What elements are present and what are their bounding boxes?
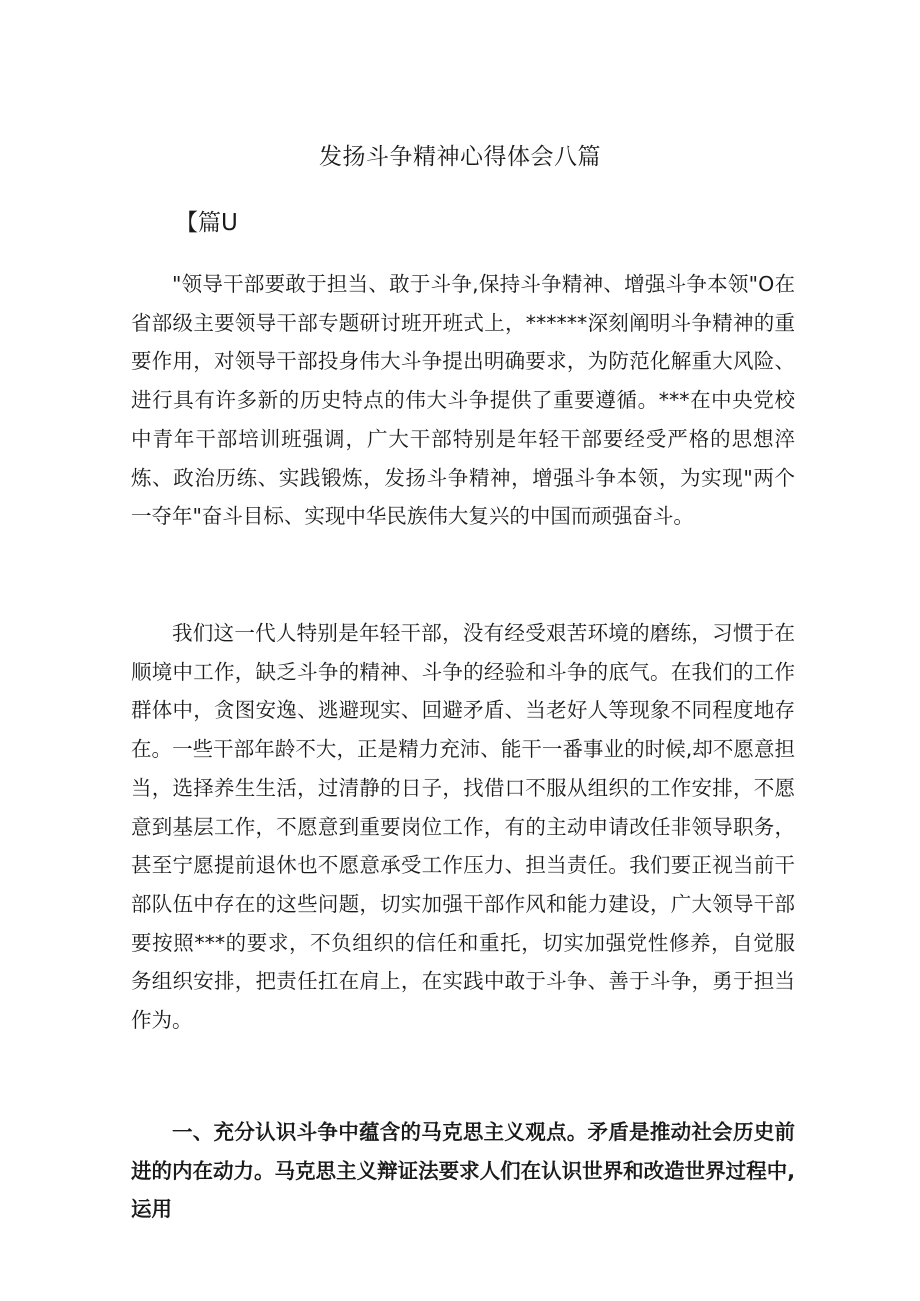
document-title: 发扬斗争精神心得体会八篇 bbox=[319, 144, 601, 170]
body-paragraph-3: 一、充分认识斗争中蕴含的马克思主义观点。矛盾是推动社会历史前进的内在动力。马克思主义辩证法要求人们在认识世界和改造世界过程中,运用 bbox=[131, 1120, 795, 1222]
section-label: 【篇U bbox=[175, 210, 238, 236]
body-paragraph-2: 我们这一代人特别是年轻干部，没有经受艰苦环境的磨练，习惯于在顺境中工作，缺乏斗争的精神、斗争的经验和斗争的底气。在我们的工作群体中，贪图安逸、逃避现实、回避矛盾、当老好人等现象不同程度地存在。一些干部年龄不大，正是精力充沛、能干一番事业的时候,却不愿意担当，选择养生生活，过清静的日子，找借口不服从组织的工作安排，不愿意到基层工作，不愿意到重要岗位工作，有的主动申请改任非领导职务，甚至宁愿提前退休也不愿意承受工作压力、担当责任。我们要正视当前干部队伍中存在的这些问题，切实加强干部作风和能力建设，广大领导干部要按照***的要求，不负组织的信任和重托，切实加强党性修养，自觉服务组织安排，把责任扛在肩上，在实践中敢于斗争、善于斗争，勇于担当作为。 bbox=[131, 621, 795, 1033]
body-paragraph-1: "领导干部要敢于担当、敢于斗争,保持斗争精神、增强斗争本领"O在省部级主要领导干部专题研讨班开班式上，******深刻阐明斗争精神的重要作用，对领导干部投身伟大斗争提出明确要求，为防范化解重大风险、进行具有许多新的历史特点的伟大斗争提供了重要遵循。***在中央党校中青年干部培训班强调，广大干部特别是年轻干部要经受严格的思想淬炼、政治历练、实践锻炼，发扬斗争精神，增强斗争本领，为实现"两个一夺年"奋斗目标、实现中华民族伟大复兴的中国而顽强奋斗。 bbox=[131, 272, 795, 529]
